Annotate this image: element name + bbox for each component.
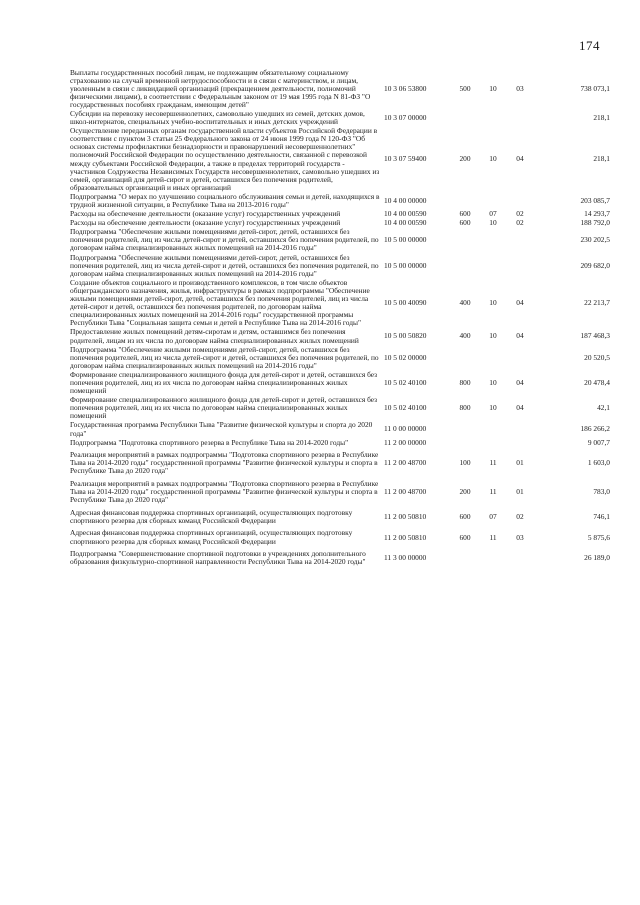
table-row: [70, 228, 610, 253]
row-sum: 1 603,0: [587, 458, 610, 468]
row-name: Субсидии на перевозку несовершеннолетних, самовольно ушедших из семей, детских домов, школ-интернатов, специальных учебно-воспитательных и иных детских учреждений: [70, 108, 365, 127]
row-sum: 42,1: [597, 403, 610, 413]
table-row: [70, 328, 610, 345]
table-row: [70, 505, 610, 526]
row-name: Подпрограмма "Обеспечение жилыми помещениями детей-сирот, детей, оставшихся без попечения родителей, лиц из числа детей-сирот и детей, оставшихся без попечения родителей, по договорам найма специализированных жилых помещений на 2014-2016 годы": [70, 227, 379, 253]
row-pr: 04: [516, 403, 524, 413]
row-rz: [480, 109, 506, 126]
row-sum: 187 468,3: [580, 331, 610, 341]
row-sum: 14 293,7: [584, 209, 610, 219]
row-csr: 10 4 00 00000: [384, 195, 427, 205]
row-csr: 10 3 07 59400: [384, 154, 427, 164]
table-row: [70, 278, 610, 328]
table-row: [70, 546, 610, 567]
row-csr: 10 5 02 40100: [384, 377, 427, 387]
row-rz: 10: [489, 298, 497, 308]
row-vr: [450, 421, 480, 438]
row-vr: 500: [459, 83, 471, 93]
row-pr: 01: [516, 458, 524, 468]
row-name: Реализация мероприятий в рамках подпрограммы "Подготовка спортивного резерва в Республике Тыва на 2014-2020 годы" государственной программы "Развитие физической культуры и спорта в Республике Тыва до 2020 года": [70, 479, 379, 505]
row-csr: 10 3 07 00000: [384, 113, 427, 123]
row-rz: 07: [489, 511, 497, 521]
row-name: Осуществление переданных органам государственной власти субъектов Российской Федерации в соответствии с пунктом 3 статьи 25 Федерального закона от 24 июня 1999 года N 120-ФЗ "Об основах системы профилактики безнадзорности и правонарушений несовершеннолетних" полномочий Российской Федерации по осуществлению деятельности, связанной с перевозкой между субъектами Российской Федерации, а также в пределах территорий государств - участников Содружества Независимых Государств несовершеннолетних, самовольно ушедших из семей, организаций для детей-сирот и детей, оставшихся без попечения родителей, образовательных организаций и иных организаций: [70, 126, 380, 192]
row-rz: [480, 228, 506, 253]
row-pr: [506, 253, 534, 278]
table-row: [70, 68, 610, 109]
table-row: [70, 421, 610, 438]
row-pr: 03: [516, 83, 524, 93]
row-rz: [480, 546, 506, 567]
row-vr: 600: [459, 218, 471, 228]
row-name: Подпрограмма "Обеспечение жилыми помещениями детей-сирот, детей, оставшихся без попечения родителей, лиц из числа детей-сирот и детей, оставшихся без попечения родителей, по договорам найма специализированных жилых помещений на 2014-2016 годы": [70, 344, 379, 370]
row-sum: 218,1: [593, 113, 610, 123]
row-name: Государственная программа Республики Тыва "Развитие физической культуры и спорта до 2020 года": [70, 420, 373, 438]
row-pr: [506, 438, 534, 447]
row-rz: [480, 438, 506, 447]
row-pr: [506, 345, 534, 370]
row-name: Выплаты государственных пособий лицам, не подлежащим обязательному социальному страхованию на случай временной нетрудоспособности и в связи с материнством, и лицам, уволенным в связи с ликвидацией организаций (прекращением деятельности, полномочий физическими лицами), в соответствии с Федеральным законом от 19 мая 1995 года N 81-ФЗ "О государственных пособиях гражданам, имеющим детей": [70, 67, 371, 109]
row-rz: 10: [489, 218, 497, 228]
row-name: Формирование специализированного жилищного фонда для детей-сирот и детей, оставшихся без попечения родителей, лиц из их числа по договорам найма специализированных жилых помещений: [70, 395, 378, 421]
row-vr: 600: [459, 532, 471, 542]
row-vr: [450, 228, 480, 253]
row-rz: [480, 192, 506, 209]
row-rz: 10: [489, 154, 497, 164]
row-vr: 400: [459, 331, 471, 341]
row-sum: 20 520,5: [584, 352, 610, 362]
row-vr: [450, 546, 480, 567]
row-vr: 600: [459, 209, 471, 219]
row-sum: 9 007,7: [587, 437, 610, 447]
row-csr: 10 4 00 00590: [384, 209, 427, 219]
table-row: [70, 525, 610, 546]
row-vr: [450, 345, 480, 370]
row-pr: 04: [516, 331, 524, 341]
row-csr: 10 4 00 00590: [384, 218, 427, 228]
row-csr: 10 3 06 53800: [384, 83, 427, 93]
row-sum: 26 189,0: [584, 553, 610, 563]
row-sum: 218,1: [593, 154, 610, 164]
row-name: Расходы на обеспечение деятельности (оказание услуг) государственных учреждений: [70, 209, 341, 219]
row-sum: 22 213,7: [584, 298, 610, 308]
row-pr: [506, 109, 534, 126]
row-rz: [480, 421, 506, 438]
row-name: Расходы на обеспечение деятельности (оказание услуг) государственных учреждений: [70, 218, 341, 228]
row-vr: 100: [459, 458, 471, 468]
row-rz: 10: [489, 403, 497, 413]
row-vr: 200: [459, 487, 471, 497]
row-name: Подпрограмма "Обеспечение жилыми помещениями детей-сирот, детей, оставшихся без попечения родителей, лиц из числа детей-сирот и детей, оставшихся без попечения родителей, по договорам найма специализированных жилых помещений на 2014-2016 годы": [70, 252, 379, 278]
row-sum: 5 875,6: [587, 532, 610, 542]
row-csr: 10 5 02 00000: [384, 352, 427, 362]
row-pr: 02: [516, 209, 524, 219]
row-name: Формирование специализированного жилищного фонда для детей-сирот и детей, оставшихся без попечения родителей, лиц из их числа по договорам найма специализированных жилых помещений: [70, 369, 378, 396]
row-rz: [480, 345, 506, 370]
row-csr: 10 5 00 50820: [384, 331, 427, 341]
row-name: Предоставление жилых помещений детям-сиротам и детям, оставшимся без попечения родителей, лицам из их числа по договорам найма специализированных жилых помещений: [70, 327, 359, 345]
row-pr: 04: [516, 377, 524, 387]
row-pr: 03: [516, 532, 524, 542]
row-name: Подпрограмма "Подготовка спортивного резерва в Республике Тыва на 2014-2020 годы": [70, 437, 349, 447]
row-pr: 02: [516, 511, 524, 521]
row-vr: 600: [459, 511, 471, 521]
row-pr: 01: [516, 487, 524, 497]
table-row: [70, 438, 610, 447]
row-sum: 20 478,4: [584, 377, 610, 387]
row-pr: 02: [516, 218, 524, 228]
row-csr: 11 2 00 48700: [384, 487, 427, 497]
row-vr: 400: [459, 298, 471, 308]
table-row: [70, 370, 610, 395]
row-rz: 11: [489, 458, 497, 468]
row-sum: 746,1: [593, 511, 610, 521]
table-row: [70, 192, 610, 209]
row-pr: 04: [516, 298, 524, 308]
table-row: [70, 447, 610, 476]
row-sum: 186 266,2: [580, 424, 610, 434]
row-csr: 11 2 00 00000: [384, 437, 427, 447]
row-csr: 11 0 00 00000: [384, 424, 427, 434]
row-pr: [506, 546, 534, 567]
row-vr: 800: [459, 377, 471, 387]
row-name: Адресная финансовая поддержка спортивных организаций, осуществляющих подготовку спортивного резерва для сборных команд Российской Федерации: [70, 507, 353, 525]
row-csr: 10 5 00 00000: [384, 260, 427, 270]
row-vr: 200: [459, 154, 471, 164]
row-rz: [480, 253, 506, 278]
table-row: [70, 396, 610, 421]
row-name: Подпрограмма "О мерах по улучшению социального обслуживания семьи и детей, находящихся в трудной жизненной ситуации, в Республике Тыва на 2013-2016 годы": [70, 191, 380, 209]
row-pr: 04: [516, 154, 524, 164]
row-csr: 11 3 00 00000: [384, 553, 427, 563]
row-sum: 188 792,0: [580, 218, 610, 228]
row-pr: [506, 228, 534, 253]
table-row: [70, 253, 610, 278]
row-vr: [450, 109, 480, 126]
row-csr: 10 5 02 40100: [384, 403, 427, 413]
row-rz: 11: [489, 487, 497, 497]
table-row: [70, 127, 610, 193]
row-name: Подпрограмма "Совершенствование спортивной подготовки в учреждениях дополнительного образования физкультурно-спортивной направленности Республики Тыва на 2014-2020 годы": [70, 549, 366, 567]
row-csr: 11 2 00 50810: [384, 532, 427, 542]
table-row: [70, 345, 610, 370]
row-rz: 07: [489, 209, 497, 219]
row-rz: 10: [489, 377, 497, 387]
row-vr: [450, 253, 480, 278]
row-pr: [506, 192, 534, 209]
row-vr: 800: [459, 403, 471, 413]
row-vr: [450, 192, 480, 209]
table-row: [70, 476, 610, 505]
row-csr: 10 5 00 40090: [384, 298, 427, 308]
table-row: [70, 109, 610, 126]
row-sum: 738 073,1: [580, 83, 610, 93]
page-number: 174: [579, 38, 600, 53]
row-name: Создание объектов социального и производственного комплексов, в том числе объектов общегражданского назначения, жилья, инфраструктуры в рамках подпрограммы "Обеспечение жилыми помещениями детей-сирот, детей, оставшихся без попечения родителей, лиц из числа детей-сирот и детей, оставшихся без попечения родителей, по договорам найма специализированных жилых помещений на 2014-2016 годы" государственной программы Республики Тыва "Социальная защита семьи и детей в Республике Тыва на 2014-2016 годы": [70, 277, 370, 328]
row-name: Реализация мероприятий в рамках подпрограммы "Подготовка спортивного резерва в Республике Тыва на 2014-2020 годы" государственной программы "Развитие физической культуры и спорта в Республике Тыва до 2020 года": [70, 450, 379, 476]
row-sum: 783,0: [593, 487, 610, 497]
row-sum: 209 682,0: [580, 260, 610, 270]
row-pr: [506, 421, 534, 438]
budget-table: [70, 68, 610, 567]
row-rz: 11: [489, 532, 497, 542]
row-name: Адресная финансовая поддержка спортивных организаций, осуществляющих подготовку спортивного резерва для сборных команд Российской Федерации: [70, 528, 353, 546]
row-vr: [450, 438, 480, 447]
row-csr: 11 2 00 48700: [384, 458, 427, 468]
row-rz: 10: [489, 331, 497, 341]
row-sum: 203 085,7: [580, 195, 610, 205]
row-csr: 11 2 00 50810: [384, 511, 427, 521]
row-sum: 230 202,5: [580, 235, 610, 245]
row-rz: 10: [489, 83, 497, 93]
row-csr: 10 5 00 00000: [384, 235, 427, 245]
